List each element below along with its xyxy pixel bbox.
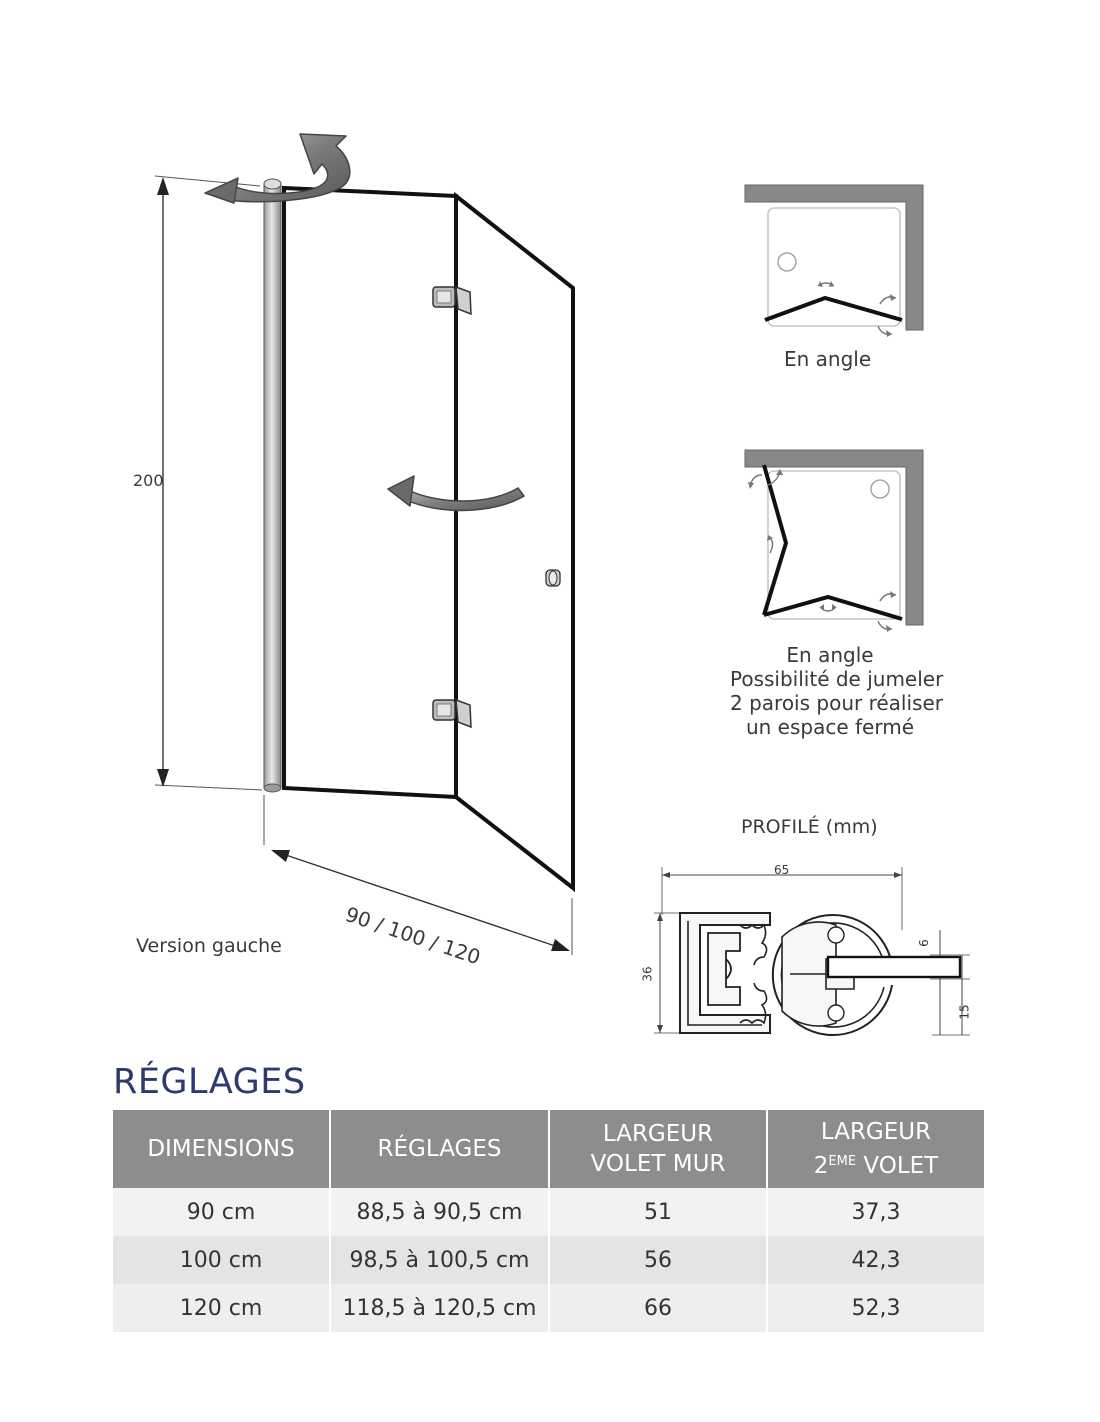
table-header-row <box>113 1110 984 1188</box>
cell-dimension: 90 cm <box>113 1188 331 1236</box>
cell-second-width: 52,3 <box>768 1284 984 1332</box>
cell-reglage: 118,5 à 120,5 cm <box>331 1284 550 1332</box>
settings-table <box>113 1110 984 1332</box>
header-reglages: RÉGLAGES <box>331 1110 550 1188</box>
profile-dim-offset: 15 <box>957 1004 972 1020</box>
wall-profile-tube <box>264 179 281 792</box>
profile-section-diagram <box>640 855 980 1045</box>
table-row <box>113 1236 984 1284</box>
cell-wall-width: 56 <box>550 1236 768 1284</box>
header-wall-width <box>550 1110 768 1188</box>
profile-title: PROFILÉ (mm) <box>741 816 878 838</box>
cell-second-width: 37,3 <box>768 1188 984 1236</box>
twin-variant-line-3: 2 parois pour réaliser <box>730 691 943 715</box>
shower-screen-drawing <box>0 0 700 1000</box>
version-label: Version gauche <box>136 935 282 957</box>
header-second-suffix: VOLET <box>856 1153 939 1179</box>
profile-dim-glass: 6 <box>916 939 931 947</box>
table-row <box>113 1188 984 1236</box>
corner-variant-diagram <box>740 180 930 340</box>
cell-dimension: 100 cm <box>113 1236 331 1284</box>
header-second-sup: EME <box>828 1154 857 1169</box>
cell-dimension: 120 cm <box>113 1284 331 1332</box>
profile-dim-width: 65 <box>774 863 790 877</box>
header-second-width-line1: LARGEUR <box>820 1119 932 1145</box>
header-second-width <box>768 1110 984 1188</box>
header-wall-width-line2: VOLET MUR <box>590 1151 726 1177</box>
header-wall-width-line1: LARGEUR <box>602 1121 714 1147</box>
width-label: 90 / 100 / 120 <box>342 902 484 970</box>
door-knob <box>546 570 560 586</box>
height-dimension-line <box>155 176 262 790</box>
cell-wall-width: 66 <box>550 1284 768 1332</box>
header-dimensions: DIMENSIONS <box>113 1110 331 1188</box>
wall-glass-panel <box>284 188 456 797</box>
profile-dim-height: 36 <box>640 966 655 982</box>
twin-variant-line-2: Possibilité de jumeler <box>730 667 944 691</box>
twin-variant-diagram <box>740 445 930 635</box>
twin-variant-line-1: En angle <box>786 643 874 667</box>
cell-reglage: 98,5 à 100,5 cm <box>331 1236 550 1284</box>
settings-title: RÉGLAGES <box>113 1062 306 1102</box>
cell-wall-width: 51 <box>550 1188 768 1236</box>
second-glass-panel <box>456 196 573 888</box>
corner-variant-label: En angle <box>784 347 872 371</box>
height-label: 200 <box>133 471 164 490</box>
header-second-prefix: 2 <box>813 1153 829 1179</box>
table-row <box>113 1284 984 1332</box>
twin-variant-line-4: un espace fermé <box>745 715 915 739</box>
cell-reglage: 88,5 à 90,5 cm <box>331 1188 550 1236</box>
cell-second-width: 42,3 <box>768 1236 984 1284</box>
